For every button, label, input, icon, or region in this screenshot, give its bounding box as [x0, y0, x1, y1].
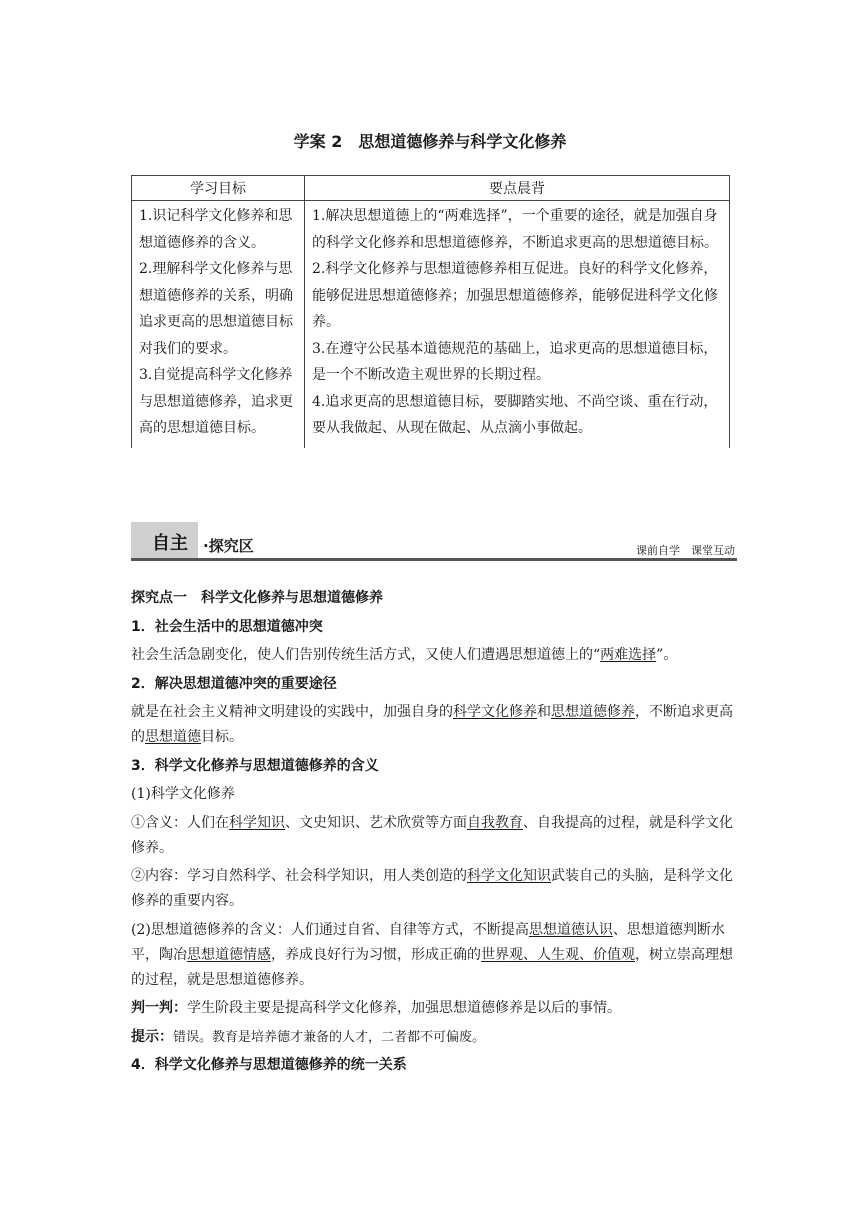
blank-answer: 思想道德: [145, 729, 201, 745]
point-item: 4.追求更高的思想道德目标，要脚踏实地、不尚空谈、重在行动，要从我做起、从现在做起、从点滴小事做起。: [312, 393, 718, 436]
heading-2: 2．解决思想道德冲突的重要途径: [131, 675, 337, 692]
section-right-note: 课前自学 课堂互动: [636, 544, 735, 557]
hint: [131, 1025, 737, 1050]
goal-item: 2.理解科学文化修养与思想道德修养的关系，明确追求更高的思想道德目标对我们的要求。: [139, 261, 293, 357]
goals-table: [131, 175, 730, 448]
point-item: 1.解决思想道德上的“两难选择”，一个重要的途径，就是加强自身的科学文化修养和思想道德修养，不断追求更高的思想道德目标。: [312, 208, 718, 251]
hint-label: 提示：: [131, 1028, 173, 1045]
section-subtitle: ·探究区: [203, 537, 254, 555]
judge-question: [131, 996, 737, 1021]
paragraph-content: ②内容：学习自然科学、社会科学知识，用人类创造的科学文化知识武装自己的头脑，是科学文化修养的重要内容。: [131, 868, 733, 909]
point-item: 3.在遵守公民基本道德规范的基础上，追求更高的思想道德目标，是一个不断改造主观世界的长期过程。: [312, 340, 718, 383]
section-tag-text: 自主: [152, 533, 188, 554]
blank-answer: 科学文化知识: [467, 868, 551, 884]
paragraph-moral-definition: (2)思想道德修养的含义：人们通过自省、自律等方式，不断提高思想道德认识、思想道德判断水平，陶冶思想道德情感，养成良好行为习惯，形成正确的世界观、人生观、价值观，树立崇高理想的过程，就是思想道德修养。: [131, 921, 733, 988]
goal-item: 1.识记科学文化修养和思想道德修养的含义。: [139, 208, 293, 251]
blank-answer: 思想道德修养: [551, 704, 635, 720]
blank-answer: 世界观、人生观、价值观: [481, 946, 635, 963]
point-item: 2.科学文化修养与思想道德修养相互促进。良好的科学文化修养，能够促进思想道德修养；加强思想道德修养，能够促进科学文化修养。: [312, 261, 718, 330]
section-rule: [131, 558, 737, 561]
key-points-cell: [305, 201, 730, 448]
section-banner: [131, 522, 737, 562]
subheading-science-culture: (1)科学文化修养: [131, 786, 235, 802]
blank-answer: 思想道德情感: [187, 946, 271, 963]
hint-text: 错误。教育是培养德才兼备的人才，二者都不可偏废。: [173, 1029, 486, 1045]
heading-3: 3．科学文化修养与思想道德修养的含义: [131, 757, 379, 774]
judge-label: 判一判：: [131, 1000, 187, 1016]
header-key-points: 要点晨背: [305, 176, 730, 201]
section-tag: [131, 522, 198, 558]
judge-text: 学生阶段主要是提高科学文化修养，加强思想道德修养是以后的事情。: [187, 1000, 621, 1016]
blank-answer: 思想道德认识: [528, 921, 613, 938]
blank-answer: 科学文化修养: [453, 704, 537, 720]
header-learning-goals: 学习目标: [132, 176, 305, 201]
page-title: 学案 2 思想道德修养与科学文化修养: [293, 132, 567, 151]
goal-item: 3.自觉提高科学文化修养与思想道德修养，追求更高的思想道德目标。: [139, 367, 293, 436]
heading-4: 4．科学文化修养与思想道德修养的统一关系: [131, 1057, 407, 1073]
blank-answer: 两难选择: [600, 647, 657, 663]
blank-answer: 自我教育: [467, 814, 523, 831]
heading-1: 1．社会生活中的思想道德冲突: [131, 618, 323, 635]
blank-answer: 科学知识: [229, 814, 285, 831]
paragraph-1: 社会生活急剧变化，使人们告别传统生活方式，又使人们遭遇思想道德上的“两难选择”。: [131, 647, 678, 663]
inquiry-point-heading: 探究点一 科学文化修养与思想道德修养: [131, 590, 383, 606]
learning-goals-cell: [132, 201, 305, 448]
paragraph-2: 就是在社会主义精神文明建设的实践中，加强自身的科学文化修养和思想道德修养，不断追求更高的思想道德目标。: [131, 704, 733, 745]
paragraph-definition: ①含义：人们在科学知识、文史知识、艺术欣赏等方面自我教育、自我提高的过程，就是科学文化修养。: [131, 814, 733, 856]
main-content: [131, 586, 737, 1082]
